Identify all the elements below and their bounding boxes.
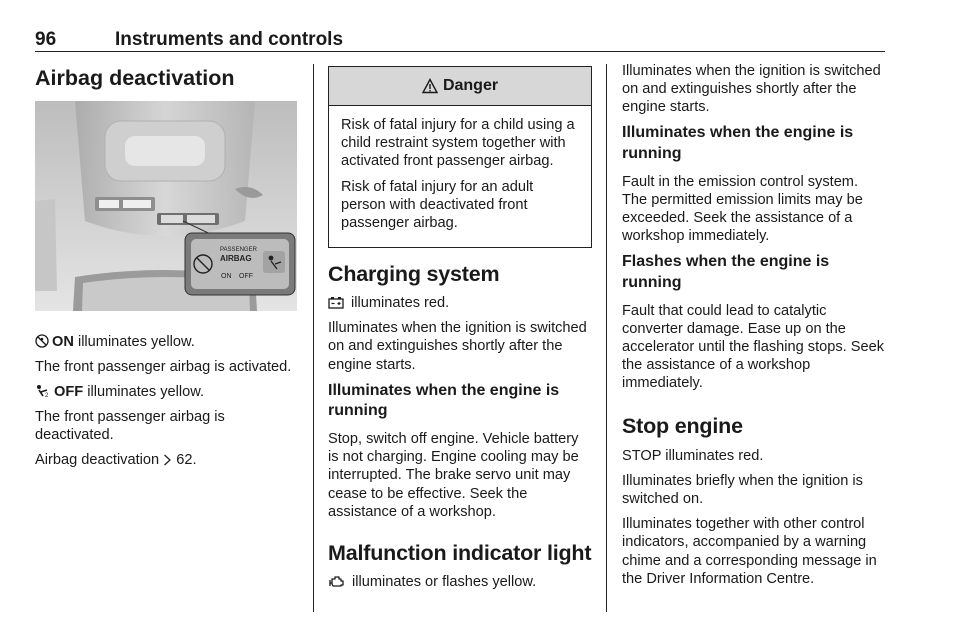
danger-text-adult: Risk of fatal injury for an adult person with deactivated front passenger airbag. — [341, 179, 534, 232]
figure-panel-off-text: OFF — [239, 272, 253, 280]
mil-lamp-text: illuminates or flashes yellow. — [348, 574, 537, 591]
section-title-malfunction-indicator: Malfunction indicator light — [328, 540, 592, 565]
danger-box — [328, 66, 592, 248]
stop-engine-section — [622, 414, 886, 587]
section-title-charging-system: Charging system — [328, 261, 500, 286]
airbag-deactivation-xref — [35, 451, 299, 469]
section-title-stop-engine: Stop engine — [622, 414, 743, 439]
stop-lamp-text: STOP illuminates red. — [622, 448, 764, 465]
mil-lamp-line — [328, 573, 592, 591]
airbag-on-indicator-line — [35, 333, 299, 351]
mil-intro-text: Illuminates when the ignition is switched on and extinguishes shortly after the engine starts. — [622, 63, 881, 116]
stop-text-together: Illuminates together with other control indicators, accompanied by a warning chime and a corresponding message in the Driver Information Centre. — [622, 516, 877, 587]
battery-icon — [328, 296, 344, 309]
subheading-charging-running: Illuminates when the engine is running — [328, 381, 560, 420]
xref-arrow-icon — [163, 454, 172, 466]
column-middle — [328, 62, 592, 599]
malfunction-indicator-section — [328, 541, 592, 592]
mil-running-text: Fault in the emission control system. The permitted emission limits may be exceeded. Seek the assistance of a workshop immediately. — [622, 173, 863, 245]
airbag-activated-text: The front passenger airbag is activated. — [35, 358, 292, 375]
subheading-mil-running: Illuminates when the engine is running — [622, 124, 854, 163]
charging-lamp-line — [328, 294, 592, 312]
danger-body — [329, 106, 591, 247]
subheading-mil-flashes: Flashes when the engine is running — [622, 253, 830, 292]
danger-header — [329, 67, 591, 106]
charging-intro-text: Illuminates when the ignition is switched on and extinguishes shortly after the engine starts. — [328, 320, 587, 373]
danger-title: Danger — [442, 77, 499, 94]
column-divider — [606, 64, 607, 612]
figure-panel-top-text: PASSENGER — [220, 246, 257, 253]
warning-triangle-icon — [422, 78, 438, 94]
svg-text:2: 2 — [45, 392, 49, 398]
engine-icon — [328, 575, 345, 588]
danger-text-child: Risk of fatal injury for a child using a child restraint system together with activated front passenger airbag. — [341, 117, 575, 170]
column-left — [35, 62, 299, 476]
airbag-on-label: ON — [52, 333, 74, 350]
xref-text: Airbag deactivation — [35, 452, 164, 469]
chapter-title: Instruments and controls — [115, 29, 344, 50]
page-number: 96 — [35, 29, 57, 50]
xref-page: 62. — [172, 452, 197, 469]
page-header — [35, 29, 885, 53]
charging-system-section — [328, 262, 592, 521]
stop-text-briefly: Illuminates briefly when the ignition is switched on. — [622, 473, 863, 508]
section-title-airbag-deactivation: Airbag deactivation — [35, 66, 235, 90]
airbag-on-icon — [35, 334, 49, 348]
airbag-panel-figure — [35, 101, 297, 311]
airbag-off-label: OFF — [54, 383, 84, 400]
airbag-off-text: illuminates yellow. — [83, 383, 205, 400]
airbag-deactivated-text: The front passenger airbag is deactivated. — [35, 409, 225, 444]
airbag-off-icon — [35, 384, 51, 398]
column-divider — [313, 64, 314, 612]
airbag-panel-illustration — [35, 101, 297, 311]
airbag-off-indicator-line — [35, 383, 299, 401]
column-right — [622, 62, 886, 595]
airbag-on-text: illuminates yellow. — [73, 333, 195, 350]
header-rule — [35, 51, 885, 52]
charging-running-text: Stop, switch off engine. Vehicle battery is not charging. Engine cooling may be interrupted. The brake servo unit may cease to be effective. Seek the assistance of a workshop. — [328, 431, 579, 520]
figure-panel-mid-text: AIRBAG — [220, 253, 252, 263]
mil-flashes-text: Fault that could lead to catalytic converter damage. Ease up on the accelerator until the flashing stops. Seek the assistance of a workshop immediately. — [622, 302, 885, 392]
charging-lamp-text: illuminates red. — [347, 295, 450, 312]
figure-panel-on-text: ON — [221, 272, 232, 280]
